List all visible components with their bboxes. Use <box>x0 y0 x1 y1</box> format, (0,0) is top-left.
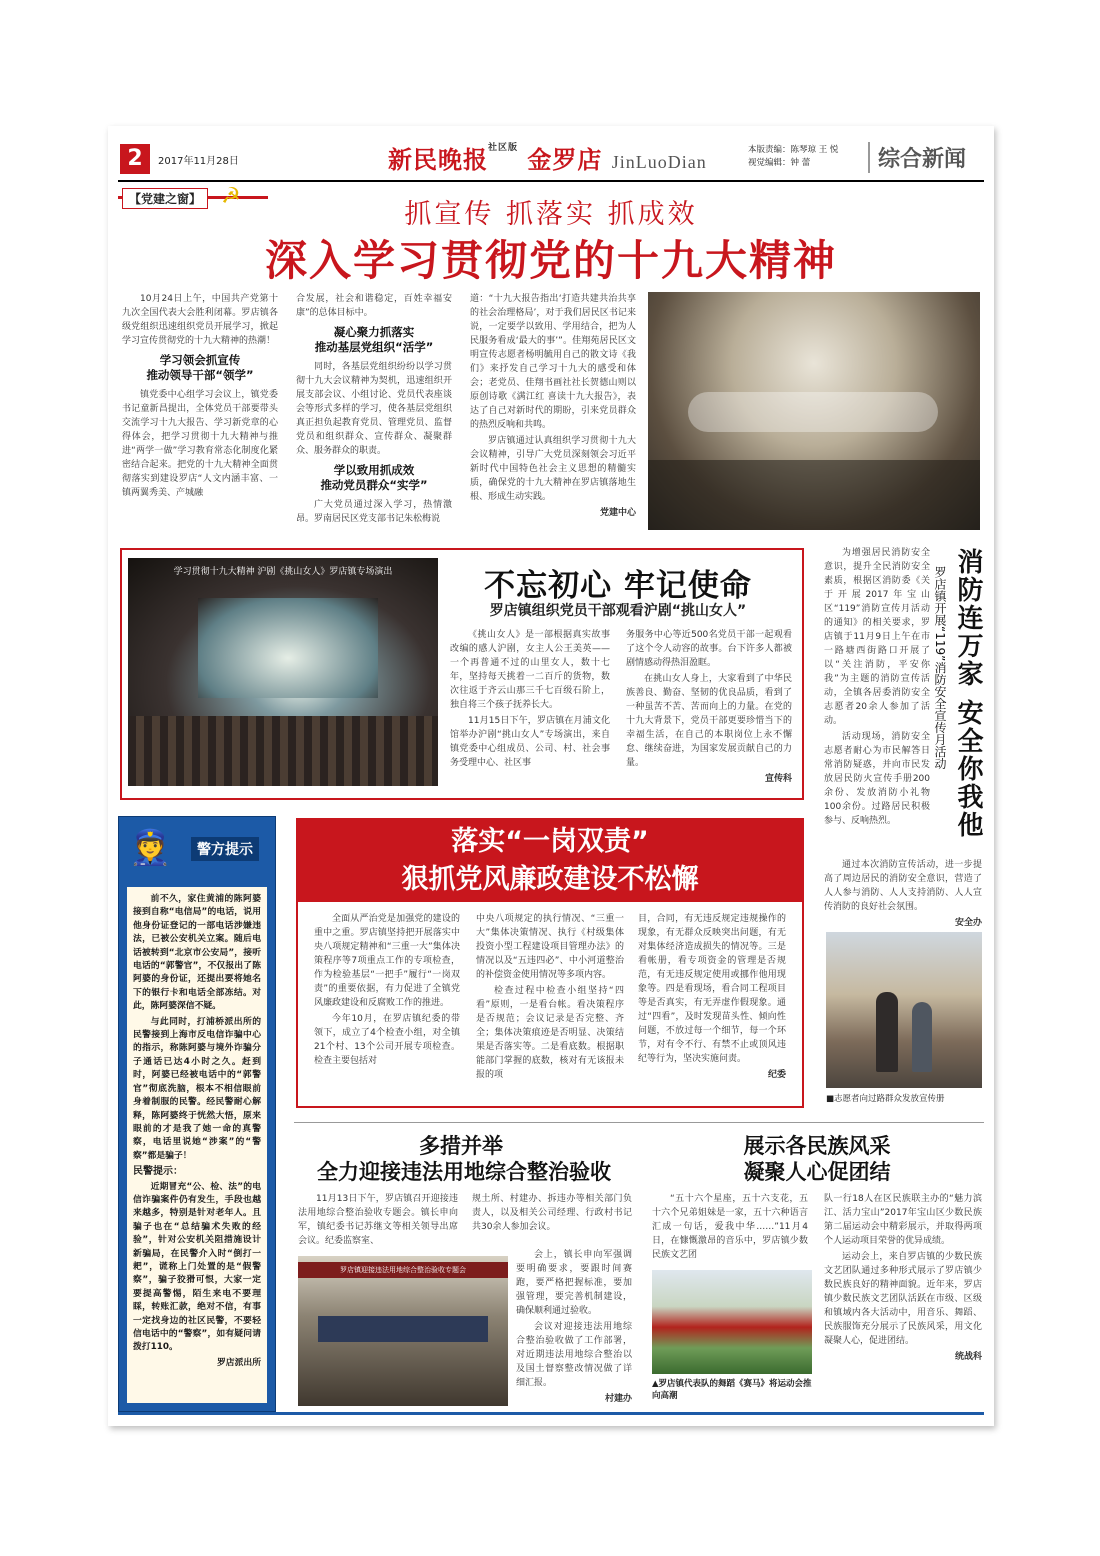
top-col1-body: 镇党委中心组学习会议上，镇党委书记童新昌提出，全体党员干部要带头交流学习十九大报告、学习新党章的心得体会，把学习贯彻十九大精神与推进“两学一做”学习教育常态化制度化紧密结合起来。把党的十九大精神全面贯彻落实到建设罗店“人文内涵丰富、一镇两翼秀美、产城融 <box>122 390 278 498</box>
discipline-banner <box>296 818 804 902</box>
theatre-col1-p2: 11月15日下午，罗店镇在月浦文化馆举办沪剧“挑山女人”专场演出，来自镇党委中心组成员、公司、村、社会事务受理中心、社区事 <box>450 716 610 768</box>
ethnic-col2-p1: 队一行18人在区民族联主办的“魅力滨江、活力宝山”2017年宝山区少数民族第二届运动会中精彩展示，并取得两项个人运动项目荣誉的优异成绩。 <box>824 1194 982 1246</box>
theatre-col-1 <box>450 628 610 790</box>
ethnic-title-2: 凝聚人心促团结 <box>743 1160 891 1184</box>
land-col2-p3: 会议对迎接违法用地综合整治验收做了工作部署，对近期违法用地综合整治以及国土督察整改情况做了详细汇报。 <box>516 1322 632 1388</box>
police-p3: 近期冒充“公、检、法”的电信诈骗案件仍有发生，手段也越来越多，特别是针对老年人。且骗子也在“总结骗术失败的经验”，针对公安机关阻措施设计新骗局，在民警介入时“倒打一耙”，谎称上门处置的是“假警察”，骗子狡猾可恨，大家一定要提高警惕，陌生来电不要理睬，转账汇款，绝对不信，有事一定找身边的社区民警，不要轻信电话中的“警察”，如有疑问请拨打110。 <box>133 1181 261 1353</box>
fire-text <box>824 546 930 856</box>
dance-caption: ▲罗店镇代表队的舞蹈《赛马》将运动会推向高潮 <box>652 1379 812 1401</box>
page-header <box>118 136 984 182</box>
masthead <box>388 140 707 175</box>
theatre-col2-p1: 务服务中心等近500名党员干部一起观看了这个令人动容的故事。台下许多人都被剧情感动得热泪盈眶。 <box>626 630 792 668</box>
top-subhead-3: 学以致用抓成效 推动党员群众“实学” <box>320 463 428 492</box>
police-p2: 与此同时，打浦桥派出所的民警接到上海市反电信诈骗中心的指示，称陈阿婆与境外诈骗分子通话已达4小时之久。赶到时，阿婆已经被电话中的“郭警官”彻底洗脑，根本不相信眼前身着制服的民警。经民警耐心解释，陈阿婆终于恍然大悟，原来眼前的才是我了她一命的真警察，电话里说她“涉案”的“警察”都是骗子！ <box>133 1016 261 1161</box>
theatre-col1-p1: 《挑山女人》是一部根据真实故事改编的感人沪剧，女主人公王美英——一个再普通不过的山里女人，数十七年，坚持每天挑着一二百斤的货物，数次往返于齐云山那三千七百级石阶上，独自将三个孩子抚养长大。 <box>450 630 610 710</box>
discipline-col3-p1: 目，合同，有无违反规定违规操作的现象，有无群众反映突出问题，有无对集体经济造成损失的情况等。三是看帐册，看专项资金的管理是否规范，有无违反规定使用或挪作他用现象等。四是看现场，看合同工程项目等是否真实，有无弄虚作假现象。通过“四看”，及时发现苗头性、倾向性问题，不放过每一个细节，每一个环节，对有令不行、有禁不止或顶风违纪等行为，坚决实施问责。 <box>638 914 786 1064</box>
fire-p3: 通过本次消防宣传活动，进一步提高了周边居民的消防安全意识，营造了人人参与消防、人人支持消防、人人宣传消防的良好社会氛围。 <box>824 860 982 912</box>
ethnic-col-2 <box>824 1192 982 1410</box>
land-col1-p1: 11月13日下午，罗店镇召开迎接违法用地综合整治验收专题会。镇长申向军，镇纪委书记苏继文等相关领导出席会议。纪委监察室、 <box>298 1194 458 1246</box>
land-col2-p1: 规土所、村建办、拆违办等相关部门负责人，以及相关公司经理、行政村书记共30余人参加会议。 <box>472 1194 632 1232</box>
land-photo-banner: 罗店镇迎接违法用地综合整治验收专题会 <box>298 1262 508 1278</box>
land-byline: 村建办 <box>604 1394 632 1404</box>
police-tip-title: 警方提示 <box>191 837 259 861</box>
top-col3-p1: 道：“十九大报告指出‘打造共建共治共享的社会治理格局’，对于我们居民区书记来说，一定要学以致用、学用结合，把为人民服务看成‘最大的事’”。佳翔苑居民区文明宣传志愿者杨明毓用自己的散文诗《我们》来抒发自己学习十九大的感受和体会；老党员、佳翔书画社社长贺德山则以原创诗歌《满江红 喜读十九大报告》，表达了自己对新时代的期盼，引来党员群众的热烈反响和共鸣。 <box>470 294 636 430</box>
ethnic-col2-p2: 运动会上，来自罗店镇的少数民族文艺团队通过多种形式展示了罗店镇少数民族良好的精神面貌。近年来，罗店镇少数民族文艺团队活跃在市级、区级和镇域内各大活动中，用音乐、舞蹈、民族服饰充分展示了民族风采，用文化凝聚人心，促进团结。 <box>824 1252 982 1346</box>
ethnic-col-1 <box>652 1192 808 1266</box>
top-byline: 党建中心 <box>599 508 636 518</box>
ethnic-title-1: 展示各民族风采 <box>743 1134 891 1158</box>
theatre-col-2 <box>626 628 792 790</box>
discipline-title-1: 落实“一岗双责” <box>451 826 649 857</box>
police-p1: 前不久，家住黄浦的陈阿婆接到自称“电信局”的电话，说用他身份证登记的一部电话涉嫌违法，已被公安机关立案。随后电话被转到“北京市公安局”，接听电话的“郭警官”，不仅报出了陈阿婆的身份证，还提出要将她名下的银行卡和电话全部冻结。对此，陈阿婆深信不疑。 <box>133 894 261 1012</box>
land-title-2: 全力迎接违法用地综合整治验收 <box>317 1160 611 1184</box>
discipline-col-2 <box>476 912 624 1100</box>
page-number: 2 <box>120 144 150 174</box>
top-col-1 <box>122 292 278 532</box>
top-col2-body: 同时，各基层党组织纷纷以学习贯彻十九大会议精神为契机，迅速组织开展支部会议、小组讨论、党员代表座谈会等形式多样的学习，使各基层党组织真正担负起教育党员、管理党员、监督党员和组织群众、宣传群众、凝聚群众、服务群众的职责。 <box>296 362 452 456</box>
issue-date: 2017年11月28日 <box>158 156 239 167</box>
theatre-byline: 宣传科 <box>764 774 792 784</box>
meeting-photo <box>648 292 980 530</box>
discipline-col-3 <box>638 912 786 1100</box>
masthead-main: 新民晚报 <box>388 145 488 174</box>
police-figures-icon: 👮 <box>129 828 172 868</box>
ethnic-byline: 统战科 <box>954 1352 982 1362</box>
top-col2-tail: 广大党员通过深入学习，热情激昂。罗南居民区党支部书记朱松梅说 <box>296 500 452 524</box>
masthead-local: 金罗店 <box>527 145 603 174</box>
discipline-col1-p1: 全面从严治党是加强党的建设的重中之重。罗店镇坚持把开展落实中央八项规定精神和“三重一大”集体决策程序等7项重点工作的专项检查，作为检验基层“一把手”履行“一岗双责”的重要依据，有力促进了全镇党风廉政建设和反腐败工作的推进。 <box>314 914 460 1008</box>
top-col-2 <box>296 292 452 532</box>
theatre-subhead: 罗店镇组织党员干部观看沪剧“挑山女人” <box>489 603 747 619</box>
discipline-col1-p2: 今年10月，在罗店镇纪委的带领下，成立了4个检查小组，对全镇21个村、13个公司开展专项检查。检查主要包括对 <box>314 1014 460 1066</box>
theatre-headline: 不忘初心 牢记使命 <box>484 568 752 604</box>
fire-photo <box>826 932 982 1088</box>
top-kicker: 抓宣传 抓落实 抓成效 <box>404 199 698 230</box>
fire-title: 消防连万家 安全你我他 <box>953 548 983 840</box>
police-tip-body <box>127 887 267 1403</box>
bottom-divider <box>294 1122 984 1123</box>
top-intro: 10月24日上午，中国共产党第十九次全国代表大会胜利闭幕。罗店镇各级党组织迅速组织党员开展学习，掀起学习宣传贯彻党的十九大精神的热潮！ <box>122 294 278 346</box>
top-subhead-2: 凝心聚力抓落实 推动基层党组织“活学” <box>314 325 434 354</box>
police-tip-box <box>118 816 276 1412</box>
top-col3-p2: 罗店镇通过认真组织学习贯彻十九大会议精神，引导广大党员深刻领会习近平新时代中国特色社会主义思想的精髓实质，确保党的十九大精神在罗店镇落地生根、形成生动实践。 <box>470 436 636 502</box>
party-emblem-icon: ☭ <box>221 184 241 209</box>
land-meeting-photo <box>298 1256 508 1406</box>
discipline-byline: 纪委 <box>767 1070 786 1080</box>
police-byline: 罗店派出所 <box>217 1357 261 1368</box>
theatre-photo <box>128 558 438 786</box>
fire-subtitle: 罗店镇开展“119”消防安全宣传月活动 <box>933 566 947 770</box>
land-title-1: 多措并举 <box>419 1134 503 1158</box>
land-col-2 <box>472 1192 632 1248</box>
theatre-col2-p2: 在挑山女人身上，大家看到了中华民族善良、勤奋、坚韧的优良品质，看到了一种虽苦不苦、苦而向上的力量。在党的十九大背景下，党员干部更要珍惜当下的幸福生活，在自己的本职岗位上永不懈怠、继续奋进，为国家发展贡献自己的力量。 <box>626 674 792 768</box>
land-col2-p2: 会上，镇长申向军强调要明确要求，要跟时间赛跑，要严格把握标准，要加强管理，要完善机制建设，确保顺利通过验收。 <box>516 1250 632 1316</box>
visual-editor-line: 视觉编辑：钟 蕾 <box>748 158 811 168</box>
masthead-sub: 社区版 <box>488 143 519 153</box>
top-subhead-1: 学习领会抓宣传 推动领导干部“领学” <box>146 353 254 382</box>
discipline-col2-p1: 中央八项规定的执行情况、“三重一大”集体决策情况、执行《村级集体投资小型工程建设项目管理办法》的情况以及“五违四必”、中小河道整治的补偿资金使用情况等多项内容。 <box>476 914 624 980</box>
ethnic-col1-p1: “五十六个星座，五十六支花，五十六个兄弟姐妹是一家，五十六种语言汇成一句话，爱我中华……”11月4日，在慷慨激昂的音乐中，罗店镇少数民族文艺团 <box>652 1194 808 1260</box>
masthead-en: JinLuoDian <box>611 152 707 172</box>
editor-line: 本版责编：陈琴琼 王 悦 <box>748 145 839 155</box>
top-col2-top: 合发展，社会和谐稳定，百姓幸福安康”的总体目标中。 <box>296 294 452 318</box>
theatre-banner: 学习贯彻十九大精神 沪剧《挑山女人》罗店镇专场演出 <box>173 567 393 577</box>
land-col-2b <box>516 1248 632 1410</box>
bottom-rule <box>118 1412 984 1415</box>
top-col-3 <box>470 292 636 532</box>
newspaper-page <box>118 136 984 1416</box>
fire-byline: 安全办 <box>954 918 982 928</box>
editor-credits <box>748 144 838 170</box>
police-text <box>127 887 267 1403</box>
fire-caption: ■志愿者向过路群众发放宣传册 <box>826 1094 945 1104</box>
police-subhead: 民警提示： <box>133 1166 183 1178</box>
dance-photo <box>652 1270 812 1374</box>
top-headline: 深入学习贯彻党的十九大精神 <box>264 236 837 285</box>
discipline-col-1 <box>314 912 460 1100</box>
discipline-col2-p2: 检查过程中检查小组坚持“四看”原则，一是看台帐。看决策程序是否规范；会议记录是否完整、齐全；集体决策痕迹是否明显、决策结果是否落实等。二是看底数。根据职能部门掌握的底数，核对有无该报未报的项 <box>476 986 624 1080</box>
discipline-title-2: 狠抓党风廉政建设不松懈 <box>401 864 699 895</box>
fire-p2: 活动现场，消防安全志愿者耐心为市民解答日常消防疑惑，并向市民发放居民防火宣传手册200余份、发放消防小礼物100余份。过路居民积极参与、反响热烈。 <box>824 732 930 826</box>
fire-text-2 <box>824 858 982 942</box>
fire-p1: 为增强居民消防安全意识，提升全民消防安全素质，根据区消防委《关于开展2017年宝山区“119”消防宣传月活动的通知》的相关要求，罗店镇于11月9日上午在市一路塘西街路口开展了以“关注消防，平安你我”为主题的消防宣传活动，全镇各居委消防安全志愿者20余人参加了活动。 <box>824 548 930 726</box>
section-title: 综合新闻 <box>868 142 966 173</box>
column-tag: 【党建之窗】 <box>122 188 208 209</box>
land-col-1 <box>298 1192 458 1248</box>
